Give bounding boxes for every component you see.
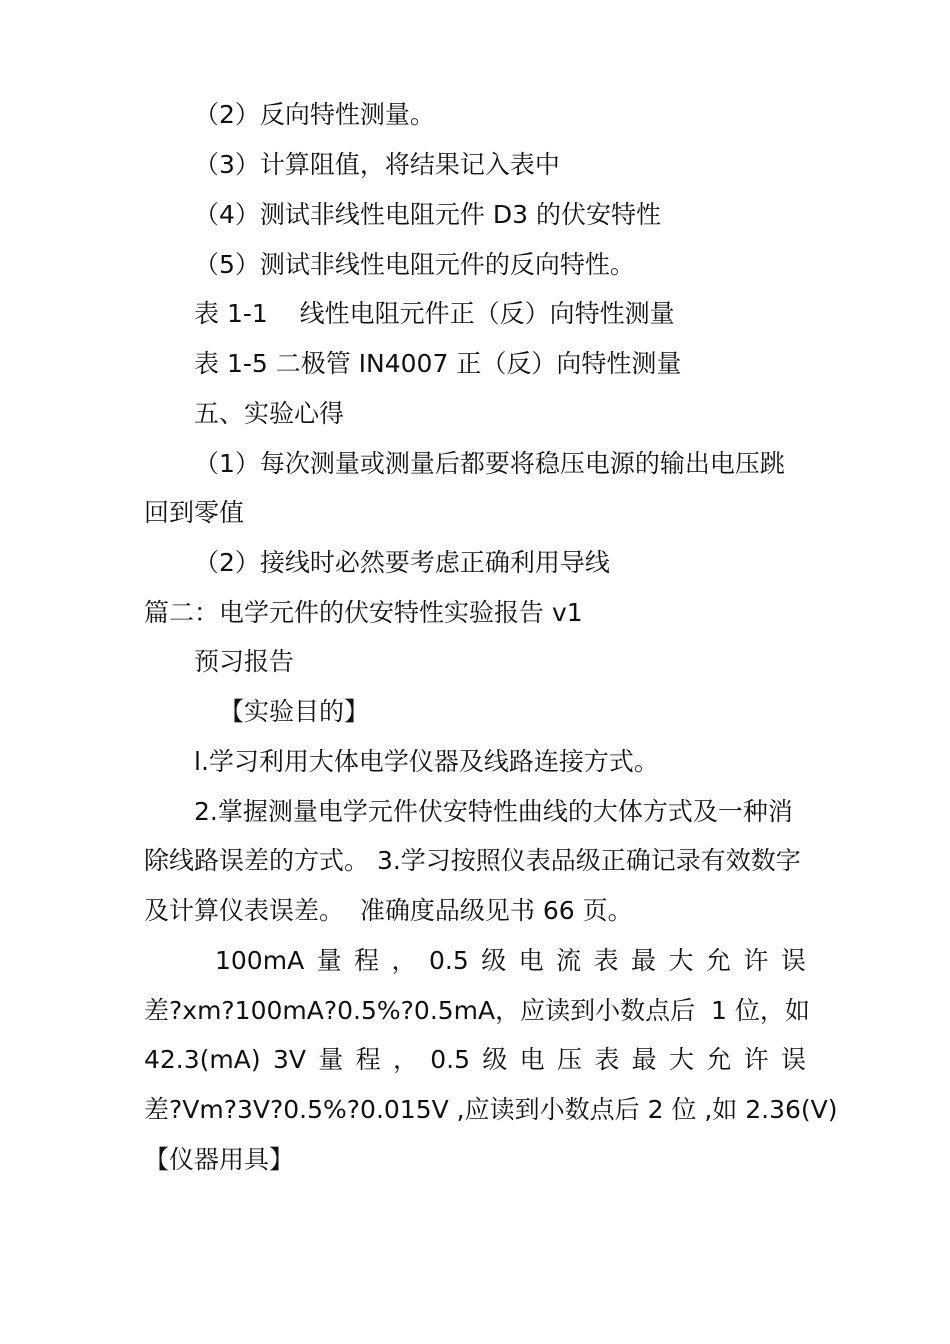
word: 100mA <box>215 946 305 975</box>
word: 3V <box>272 1045 306 1074</box>
word: 许 <box>743 946 769 975</box>
word: 误 <box>780 1045 806 1074</box>
text-line: 差?xm?100mA?0.5%?0.5mA，应读到小数点后 1 位，如 <box>144 996 810 1025</box>
text-line: （3）计算阻值，将结果记入表中 <box>194 150 560 179</box>
word: 许 <box>743 1045 769 1074</box>
table-caption: 表 1-1 线性电阻元件正（反）向特性测量 <box>194 299 675 328</box>
text-line: 回到零值 <box>144 498 245 527</box>
word: 流 <box>556 946 582 975</box>
text-line: l.学习利用大体电学仪器及线路连接方式。 <box>194 747 659 776</box>
text-line: 及计算仪表误差。 准确度品级见书 66 页。 <box>144 896 633 925</box>
chapter-heading: 篇二：电学元件的伏安特性实验报告 v1 <box>144 598 583 627</box>
subsection-heading: 预习报告 <box>194 647 295 676</box>
word: 0.5 <box>430 1045 471 1074</box>
word: 最 <box>631 946 657 975</box>
word: 级 <box>482 1045 508 1074</box>
text-line: （1）每次测量或测量后都要将稳压电源的输出电压跳 <box>194 449 785 478</box>
subsection-heading: 【实验目的】 <box>219 697 370 726</box>
word: 压 <box>557 1045 583 1074</box>
text-line: 除线路误差的方式。 3.学习按照仪表品级正确记录有效数字 <box>144 846 801 875</box>
word: 表 <box>594 1045 620 1074</box>
text-line: （2）接线时必然要考虑正确利用导线 <box>194 548 610 577</box>
word: 程 <box>354 946 380 975</box>
word: 量 <box>316 946 342 975</box>
word: 误 <box>780 946 806 975</box>
subsection-heading: 【仪器用具】 <box>144 1145 295 1174</box>
word: 程 <box>355 1045 381 1074</box>
justified-line <box>144 1044 806 1076</box>
text-line: （4）测试非线性电阻元件 D3 的伏安特性 <box>194 200 661 229</box>
section-heading: 五、实验心得 <box>194 399 345 428</box>
word: 表 <box>593 946 619 975</box>
text-line: 2.掌握测量电学元件伏安特性曲线的大体方式及一种消 <box>194 797 793 826</box>
text-line: 差?Vm?3V?0.5%?0.015V ,应读到小数点后 2 位 ,如 2.36(V) <box>144 1095 838 1124</box>
word: 最 <box>631 1045 657 1074</box>
word: 大 <box>668 1045 694 1074</box>
word: 允 <box>706 1045 732 1074</box>
word: 大 <box>668 946 694 975</box>
justified-line <box>215 945 806 977</box>
word: 0.5 <box>428 946 469 975</box>
table-caption: 表 1-5 二极管 IN4007 正（反）向特性测量 <box>194 349 682 378</box>
word: 允 <box>705 946 731 975</box>
word: 电 <box>519 1045 545 1074</box>
word: 电 <box>518 946 544 975</box>
text-line: （2）反向特性测量。 <box>194 100 435 129</box>
word: 42.3(mA) <box>144 1045 261 1074</box>
word: 级 <box>481 946 507 975</box>
word: ， <box>391 946 417 975</box>
word: 量 <box>318 1045 344 1074</box>
word: ， <box>392 1045 418 1074</box>
text-line: （5）测试非线性电阻元件的反向特性。 <box>194 250 635 279</box>
